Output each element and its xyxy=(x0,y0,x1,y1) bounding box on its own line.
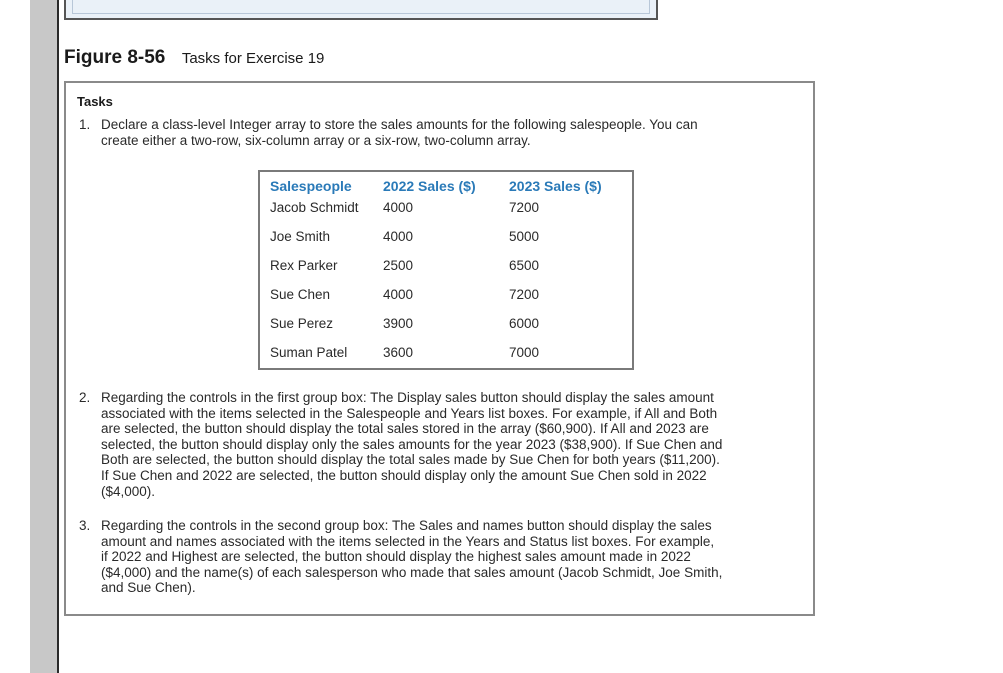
table-cell-2022: 4000 xyxy=(383,287,414,302)
task-line: Regarding the controls in the first group box: The Display sales button should display the sales amount xyxy=(101,390,714,405)
table-cell-2023: 7000 xyxy=(509,345,540,360)
previous-figure-inner xyxy=(72,0,650,14)
table-cell-name: Rex Parker xyxy=(270,258,338,273)
table-cell-2023: 6500 xyxy=(509,258,540,273)
task-line: amount and names associated with the items selected in the Years and Status list boxes. For example, xyxy=(101,533,715,549)
task-text xyxy=(101,390,722,499)
table-cell-name: Jacob Schmidt xyxy=(270,200,359,215)
table-cell-name: Suman Patel xyxy=(270,345,348,360)
task-number: 1. xyxy=(79,117,91,132)
figure-caption xyxy=(64,47,324,69)
table-cell-2022: 2500 xyxy=(383,258,414,273)
table-cell-name: Joe Smith xyxy=(270,229,331,244)
task-number: 3. xyxy=(79,518,91,533)
table-cell-2022: 4000 xyxy=(383,200,414,215)
task-line: if 2022 and Highest are selected, the button should display the highest sales amount made in 2022 xyxy=(101,549,691,565)
table-cell-2023: 7200 xyxy=(509,200,540,215)
task-line: and Sue Chen). xyxy=(101,580,196,596)
task-line: If Sue Chen and 2022 are selected, the button should display only the amount Sue Chen sold in 2022 xyxy=(101,467,707,483)
task-text xyxy=(101,518,722,596)
column-header-salespeople: Salespeople xyxy=(270,178,352,194)
task-line: associated with the items selected in the Salespeople and Years list boxes. For example, if All and Both xyxy=(101,405,718,421)
figure-title: Tasks for Exercise 19 xyxy=(181,50,325,67)
table-cell-2022: 3900 xyxy=(383,316,414,331)
column-header-2022-sales: 2022 Sales ($) xyxy=(383,178,476,194)
table-cell-name: Sue Perez xyxy=(270,316,334,331)
table-cell-2023: 5000 xyxy=(509,229,540,244)
table-cell-2023: 6000 xyxy=(509,316,540,331)
task-text xyxy=(101,117,698,148)
figure-number: Figure 8-56 xyxy=(64,47,166,68)
task-line: create either a two-row, six-column array or a six-row, two-column array. xyxy=(101,132,531,148)
task-number: 2. xyxy=(79,390,91,405)
column-header-2023-sales: 2023 Sales ($) xyxy=(509,178,602,194)
tasks-heading: Tasks xyxy=(77,94,113,109)
task-line: selected, the button should display only the sales amounts for the year 2023 ($38,900). If Sue Chen and xyxy=(101,436,723,452)
page-gutter xyxy=(30,0,57,673)
table-cell-2022: 4000 xyxy=(383,229,414,244)
table-cell-2022: 3600 xyxy=(383,345,414,360)
task-line: are selected, the button should display the total sales stored in the array ($60,900). If All and 2023 are xyxy=(101,421,709,437)
task-line: ($4,000). xyxy=(101,483,156,499)
task-line: Both are selected, the button should display the total sales made by Sue Chen for both years ($11,200). xyxy=(101,452,720,468)
gutter-border xyxy=(57,0,59,673)
sales-table xyxy=(258,170,634,370)
task-line: ($4,000) and the name(s) of each salesperson who made that sales amount (Jacob Schmidt, Joe Smith, xyxy=(101,564,723,580)
task-line: Declare a class-level Integer array to store the sales amounts for the following salespeople. You can xyxy=(101,117,698,132)
table-cell-name: Sue Chen xyxy=(270,287,331,302)
table-cell-2023: 7200 xyxy=(509,287,540,302)
previous-figure-box xyxy=(64,0,658,20)
task-line: Regarding the controls in the second group box: The Sales and names button should display the sales xyxy=(101,518,712,533)
